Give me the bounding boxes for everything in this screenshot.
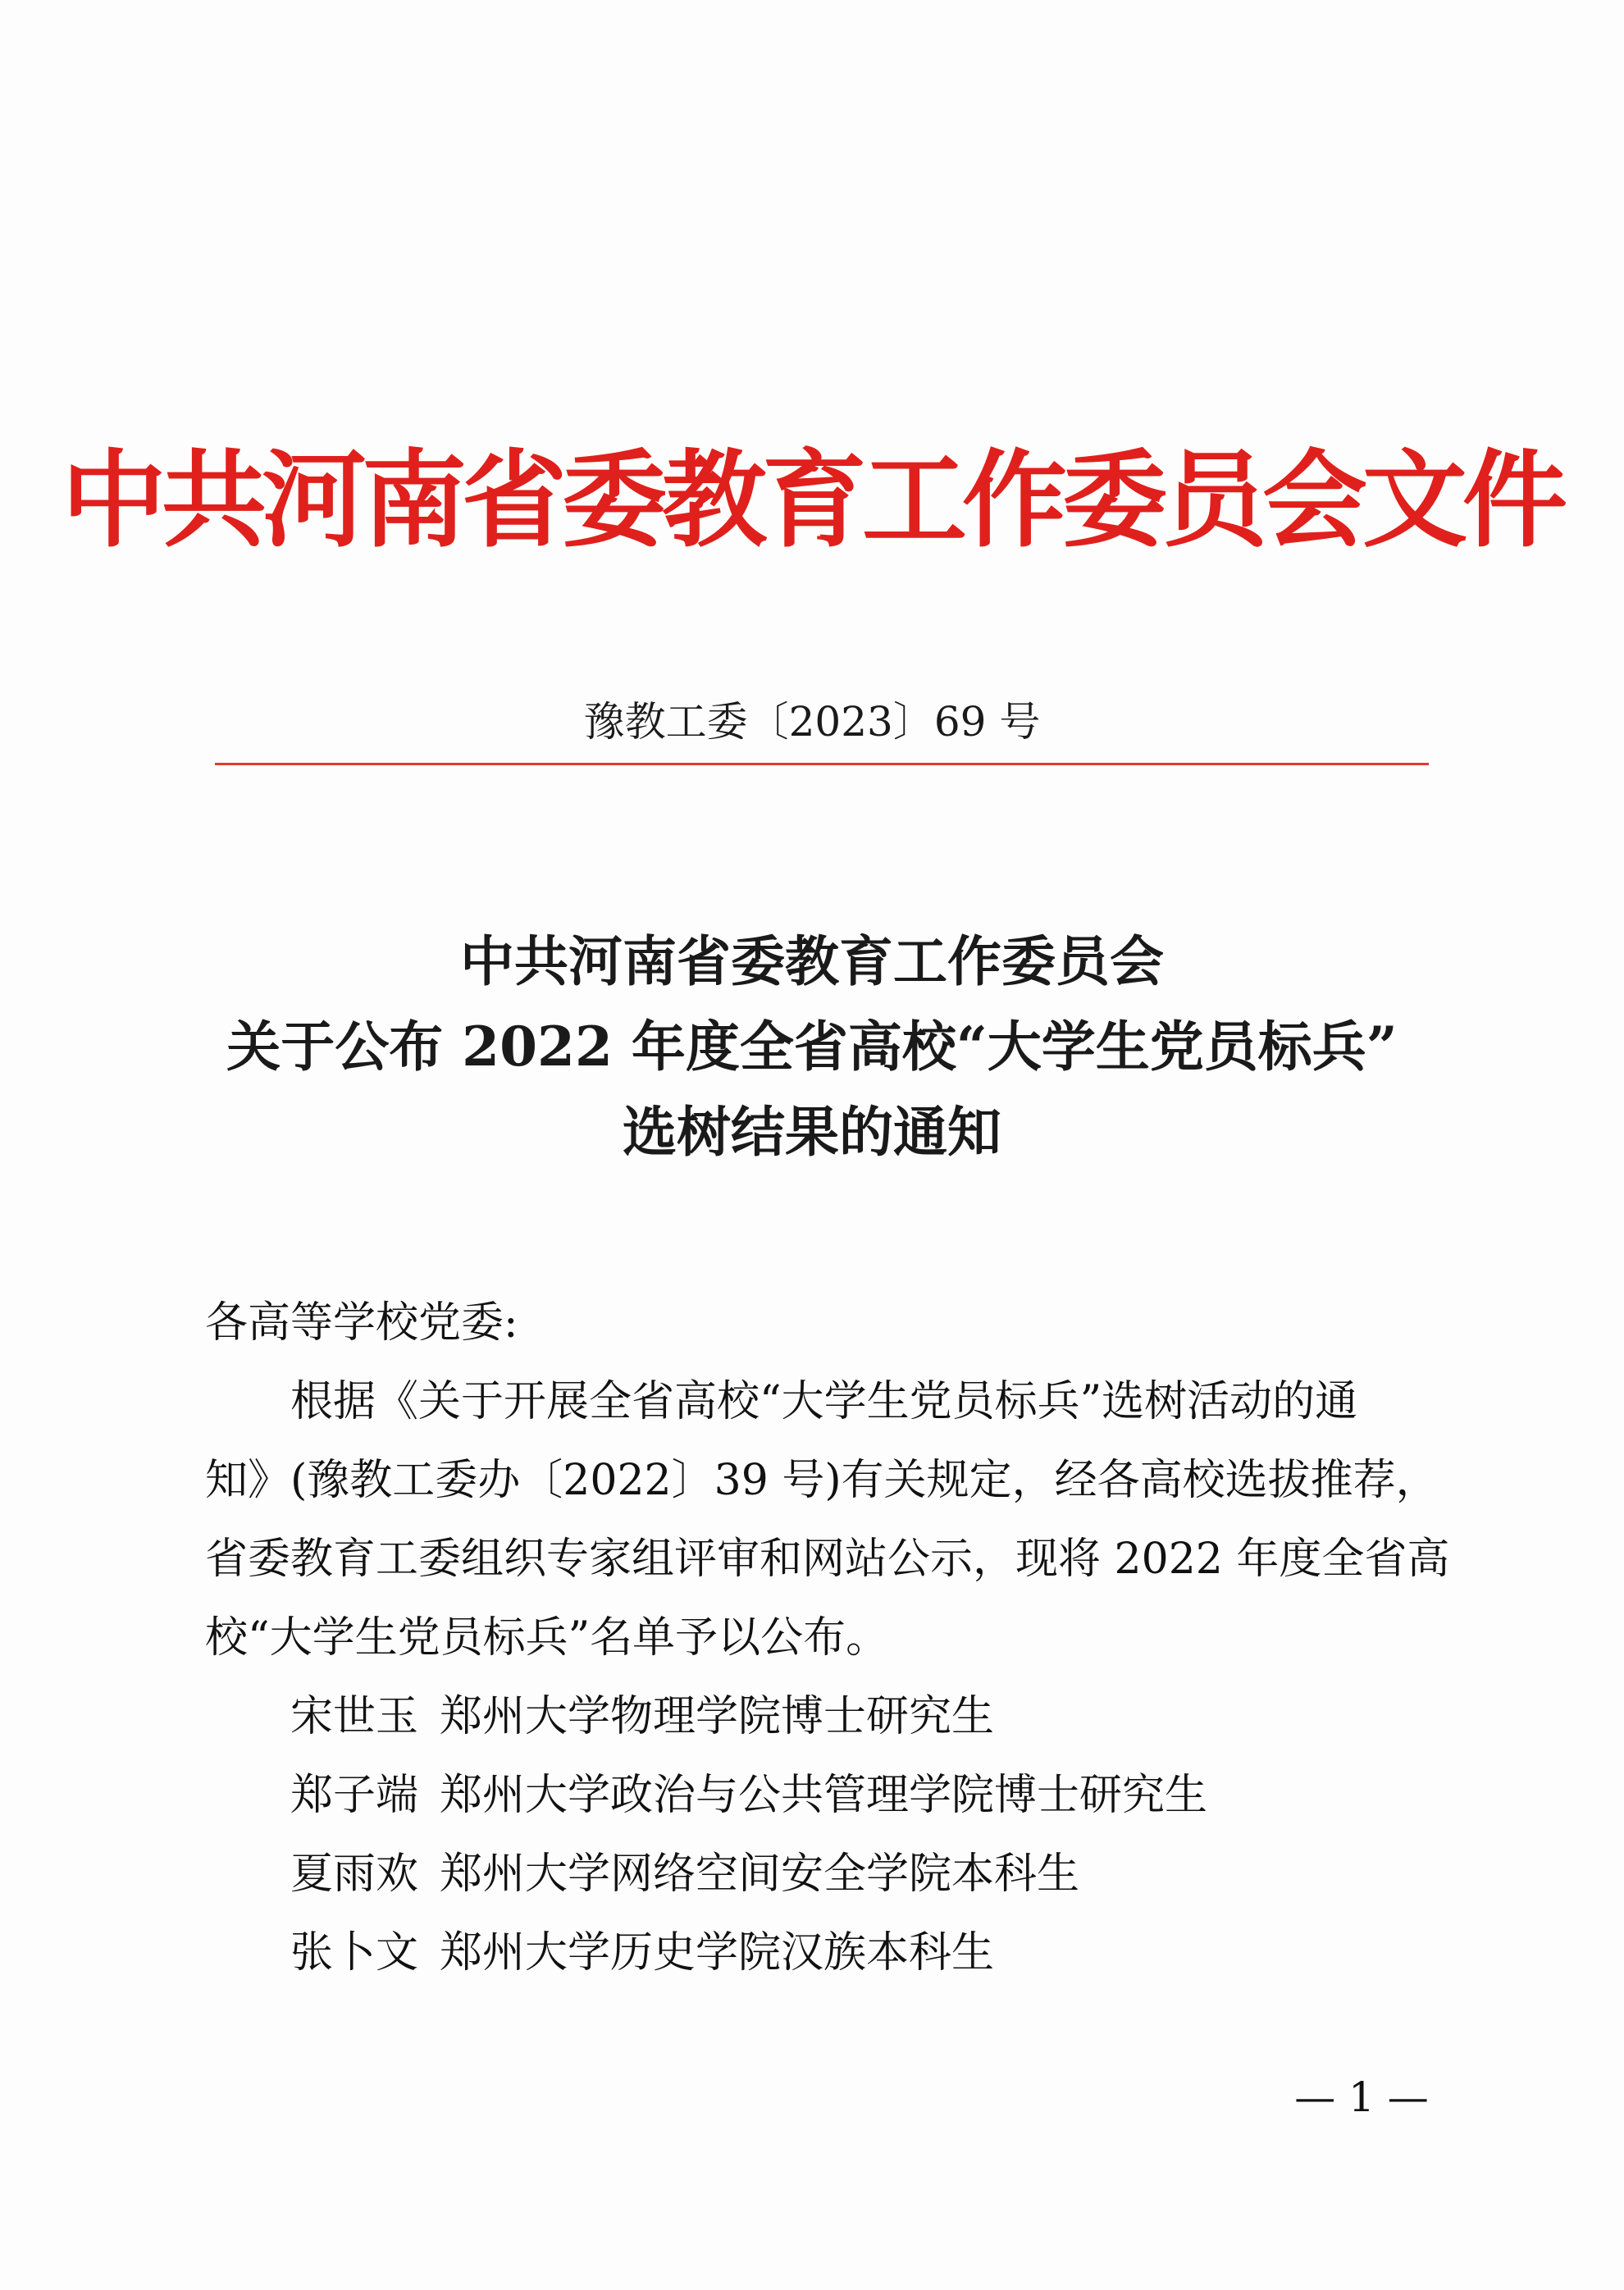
list-item [205, 1756, 1419, 1835]
body-content [205, 1284, 1450, 1992]
list-item [205, 1677, 1419, 1756]
honoree-name: 郑子端 [290, 1771, 419, 1820]
document-number: 豫教工委〔2023〕69 号 [583, 698, 1041, 746]
honoree-name: 宋世玉 [290, 1692, 419, 1741]
honoree-list [205, 1677, 1419, 1992]
honoree-affiliation: 郑州大学网络空间安全学院本科生 [440, 1850, 1080, 1899]
title-line-1: 中共河南省委教育工作委员会 [460, 929, 1164, 993]
paragraph-line: 知》(豫教工委办〔2022〕39 号)有关规定，经各高校选拔推荐， [205, 1456, 1439, 1505]
honoree-name: 张卜文 [290, 1928, 419, 1978]
main-paragraph [205, 1362, 1450, 1677]
page-number: — 1 — [1294, 2073, 1429, 2121]
honoree-name: 夏雨欢 [290, 1850, 419, 1899]
paragraph-line: 校“大学生党员标兵”名单予以公布。 [205, 1613, 889, 1663]
honoree-affiliation: 郑州大学物理学院博士研究生 [440, 1692, 995, 1741]
paragraph-line: 根据《关于开展全省高校“大学生党员标兵”选树活动的通 [290, 1377, 1358, 1426]
title-line-2: 关于公布 2022 年度全省高校“大学生党员标兵” [226, 1015, 1398, 1079]
list-item [205, 1835, 1419, 1914]
honoree-affiliation: 郑州大学历史学院汉族本科生 [440, 1928, 995, 1978]
honoree-affiliation: 郑州大学政治与公共管理学院博士研究生 [440, 1771, 1208, 1820]
masthead-title: 中共河南省委教育工作委员会文件 [61, 439, 1562, 562]
list-item [205, 1914, 1419, 1992]
title-line-3: 选树结果的通知 [623, 1100, 1001, 1164]
paragraph-line: 省委教育工委组织专家组评审和网站公示，现将 2022 年度全省高 [205, 1535, 1450, 1584]
salutation: 各高等学校党委: [205, 1298, 518, 1348]
notice-title [0, 919, 1624, 1175]
red-divider-rule [215, 763, 1429, 765]
